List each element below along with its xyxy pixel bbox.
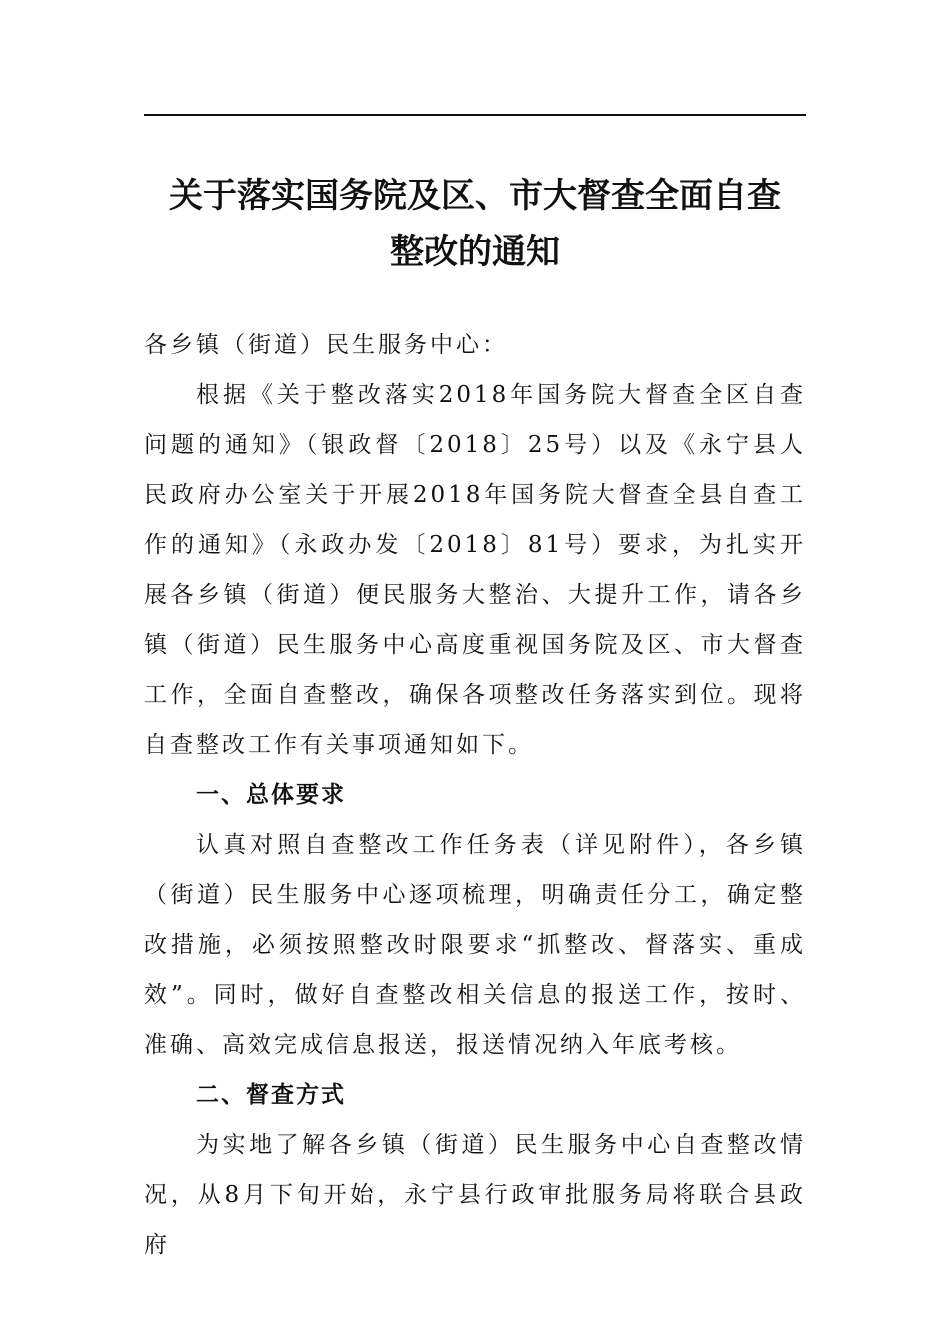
section-body-1: 认真对照自查整改工作任务表（详见附件），各乡镇（街道）民生服务中心逐项梳理，明确责任分工，确定整改措施，必须按照整改时限要求“抓整改、督落实、重成效”。同时，做好自查整改相关信息的报送工作，按时、准确、高效完成信息报送，报送情况纳入年底考核。 [144,832,806,1058]
salutation: 各乡镇（街道）民生服务中心： [144,332,508,358]
section-heading-2: 二、督查方式 [196,1082,346,1108]
title-line-2: 整改的通知 [390,232,560,272]
section-heading-1: 一、总体要求 [196,782,346,808]
section-body-2: 为实地了解各乡镇（街道）民生服务中心自查整改情况，从8月下旬开始，永宁县行政审批服务局将联合县政府 [144,1132,806,1258]
title-line-1: 关于落实国务院及区、市大督查全面自查 [169,176,781,216]
header-rule [144,114,806,116]
document-body [144,320,806,1270]
intro-paragraph: 根据《关于整改落实2018年国务院大督查全区自查问题的通知》（银政督〔2018〕25号）以及《永宁县人民政府办公室关于开展2018年国务院大督查全县自查工作的通知》（永政办发〔2018〕81号）要求，为扎实开展各乡镇（街道）便民服务大整治、大提升工作，请各乡镇（街道）民生服务中心高度重视国务院及区、市大督查工作，全面自查整改，确保各项整改任务落实到位。现将自查整改工作有关事项通知如下。 [144,382,806,758]
document-title [144,168,806,280]
